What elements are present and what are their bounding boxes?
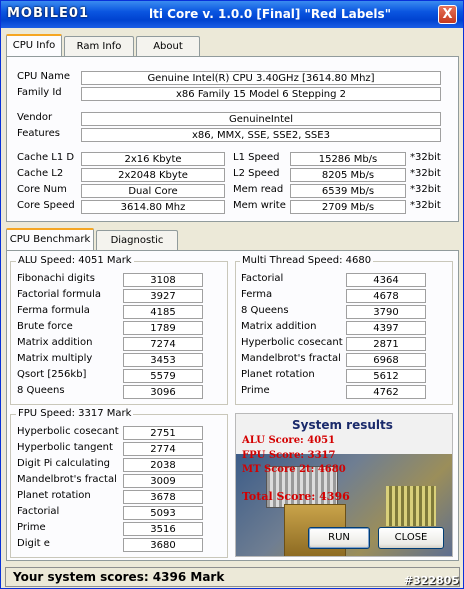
- cpu-name-label: CPU Name: [17, 71, 71, 82]
- multi-row-label: Prime: [241, 385, 270, 396]
- watermark: #322805: [403, 574, 459, 587]
- multi-row-label: Factorial: [241, 273, 284, 284]
- multi-row-value: 2871: [346, 337, 426, 351]
- close-button[interactable]: CLOSE: [378, 527, 444, 549]
- alu-row-label: Brute force: [17, 321, 73, 332]
- core-num-label: Core Num: [17, 184, 67, 195]
- mem-read-field: 6539 Mb/s: [290, 184, 406, 198]
- total-score: Total Score: 4396: [242, 490, 350, 503]
- multi-row-value: 3790: [346, 305, 426, 319]
- alu-row-value: 1789: [123, 321, 203, 335]
- l1-speed-unit: *32bit: [410, 152, 441, 163]
- mem-write-unit: *32bit: [410, 200, 441, 211]
- fpu-row-label: Prime: [17, 522, 46, 533]
- close-window-button[interactable]: X: [438, 5, 457, 24]
- alu-row-label: Ferma formula: [17, 305, 90, 316]
- fpu-score: FPU Score: 3317: [242, 450, 336, 461]
- cache-l2-label: Cache L2: [17, 168, 64, 179]
- alu-row-value: 4185: [123, 305, 203, 319]
- cache-l1-field: 2x16 Kbyte: [81, 152, 225, 166]
- fpu-row-value: 5093: [123, 506, 203, 520]
- alu-row-label: Factorial formula: [17, 289, 102, 300]
- multi-row-value: 4678: [346, 289, 426, 303]
- multi-row-label: Ferma: [241, 289, 273, 300]
- mobile01-logo: MOBILE01: [7, 6, 89, 21]
- vendor-label: Vendor: [17, 112, 53, 123]
- system-score-text: Your system scores: 4396 Mark: [13, 570, 225, 584]
- cache-l1-label: Cache L1 D: [17, 152, 75, 163]
- alu-row-label: Matrix addition: [17, 337, 93, 348]
- alu-row-label: Matrix multiply: [17, 353, 93, 364]
- alu-row-value: 3453: [123, 353, 203, 367]
- tab-about[interactable]: About: [136, 36, 200, 56]
- mem-read-label: Mem read: [233, 184, 284, 195]
- fpu-row-value: 2774: [123, 442, 203, 456]
- alu-row-value: 3108: [123, 273, 203, 287]
- mem-read-unit: *32bit: [410, 184, 441, 195]
- fpu-row-value: 2751: [123, 426, 203, 440]
- fpu-row-label: Factorial: [17, 506, 60, 517]
- fpu-row-value: 3009: [123, 474, 203, 488]
- l2-speed-label: L2 Speed: [233, 168, 280, 179]
- system-results-panel: [235, 413, 453, 557]
- fpu-row-label: Hyperbolic tangent: [17, 442, 113, 453]
- tab-ram-info[interactable]: Ram Info: [64, 36, 134, 56]
- l1-speed-label: L1 Speed: [233, 152, 280, 163]
- mem-write-field: 2709 Mb/s: [290, 200, 406, 214]
- multi-row-value: 4364: [346, 273, 426, 287]
- title-bar[interactable]: [1, 1, 463, 28]
- fpu-row-value: 3516: [123, 522, 203, 536]
- alu-row-value: 3927: [123, 289, 203, 303]
- cpu-info-panel: [6, 56, 459, 222]
- tab-cpu-info[interactable]: CPU Info: [6, 34, 62, 56]
- multi-row-label: Planet rotation: [241, 369, 315, 380]
- fpu-row-label: Mandelbrot's fractal: [17, 474, 117, 485]
- multi-row-value: 5612: [346, 369, 426, 383]
- alu-row-value: 5579: [123, 369, 203, 383]
- alu-row-value: 7274: [123, 337, 203, 351]
- tab-cpu-benchmark[interactable]: CPU Benchmark: [6, 228, 94, 250]
- features-label: Features: [17, 128, 60, 139]
- vendor-field: GenuineIntel: [81, 112, 441, 126]
- cpu-name-field: Genuine Intel(R) CPU 3.40GHz [3614.80 Mhz]: [81, 71, 441, 85]
- alu-title: ALU Speed: 4051 Mark: [18, 255, 132, 266]
- l2-speed-field: 8205 Mb/s: [290, 168, 406, 182]
- multi-row-label: Mandelbrot's fractal: [241, 353, 341, 364]
- memory-slot-graphic: [386, 486, 436, 526]
- fpu-row-value: 2038: [123, 458, 203, 472]
- l2-speed-unit: *32bit: [410, 168, 441, 179]
- cache-l2-field: 2x2048 Kbyte: [81, 168, 225, 182]
- fpu-row-value: 3678: [123, 490, 203, 504]
- alu-row-label: Qsort [256kb]: [17, 369, 87, 380]
- fpu-row-value: 3680: [123, 538, 203, 552]
- window-title: lti Core v. 1.0.0 [Final] "Red Labels": [149, 7, 391, 21]
- status-bar: [5, 567, 460, 587]
- core-num-field: Dual Core: [81, 184, 225, 198]
- system-results-title: System results: [292, 418, 393, 432]
- family-label: Family Id: [17, 87, 62, 98]
- alu-row-label: Fibonachi digits: [17, 273, 95, 284]
- run-button[interactable]: RUN: [308, 527, 370, 549]
- alu-row-value: 3096: [123, 385, 203, 399]
- fpu-row-label: Digit e: [17, 538, 50, 549]
- alu-row-label: 8 Queens: [17, 385, 65, 396]
- tab-diagnostic[interactable]: Diagnostic: [96, 230, 178, 250]
- multi-row-label: 8 Queens: [241, 305, 289, 316]
- features-field: x86, MMX, SSE, SSE2, SSE3: [81, 128, 441, 142]
- fpu-title: FPU Speed: 3317 Mark: [18, 408, 132, 419]
- fpu-row-label: Planet rotation: [17, 490, 91, 501]
- multi-title: Multi Thread Speed: 4680: [242, 255, 372, 266]
- l1-speed-field: 15286 Mb/s: [290, 152, 406, 166]
- multi-row-label: Matrix addition: [241, 321, 317, 332]
- multi-row-value: 4762: [346, 385, 426, 399]
- core-speed-field: 3614.80 Mhz: [81, 200, 225, 214]
- multi-row-value: 4397: [346, 321, 426, 335]
- fpu-row-label: Hyperbolic cosecant: [17, 426, 119, 437]
- multi-row-label: Hyperbolic cosecant: [241, 337, 343, 348]
- alu-score: ALU Score: 4051: [242, 435, 336, 446]
- mt-score: MT Score 2t: 4680: [242, 464, 346, 475]
- multi-row-value: 6968: [346, 353, 426, 367]
- family-field: x86 Family 15 Model 6 Stepping 2: [81, 87, 441, 101]
- core-speed-label: Core Speed: [17, 200, 75, 211]
- fpu-row-label: Digit Pi calculating: [17, 458, 111, 469]
- mem-write-label: Mem write: [233, 200, 286, 211]
